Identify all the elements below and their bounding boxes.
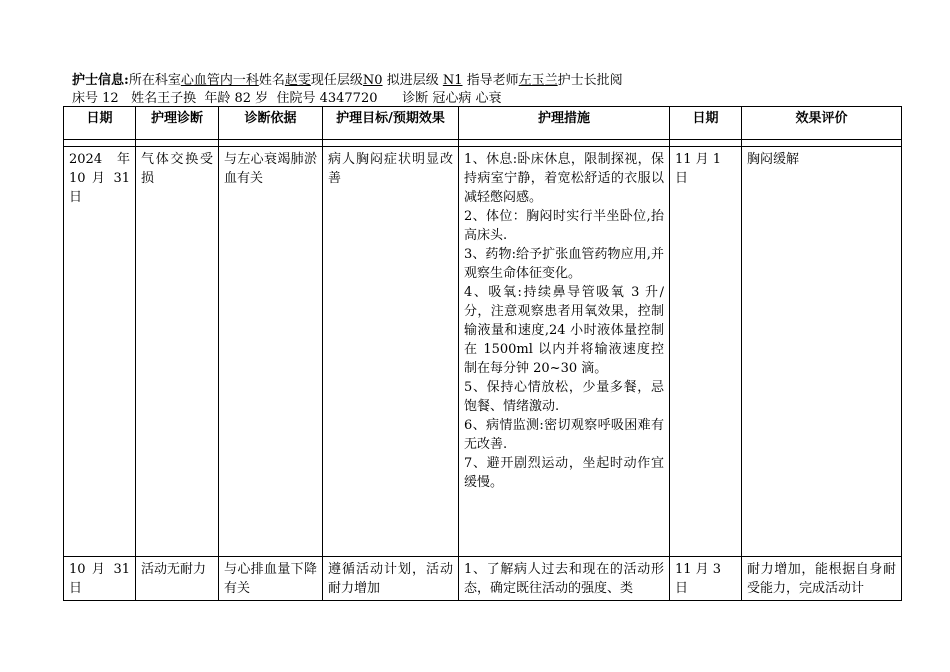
measure-item: 7、避开剧烈运动，坐起时动作宜缓慢。 — [464, 456, 664, 490]
header-measures: 护理措施 — [459, 107, 670, 140]
level-prefix: 现任层级 — [310, 73, 363, 88]
measure-item: 2、体位：胸闷时实行半坐卧位,抬高床头. — [464, 209, 664, 243]
measure-item: 6、病情监测:密切观察呼吸困难有无改善. — [464, 418, 664, 452]
row-basis: 与心排血量下降有关 — [219, 557, 323, 601]
nurse-name: 赵雯 — [284, 73, 311, 88]
target-level-prefix: 拟进层级 — [386, 73, 439, 88]
row-evaluation: 耐力增加，能根据自身耐受能力，完成活动计 — [742, 557, 902, 601]
table-header-row — [64, 107, 902, 140]
header-date: 日期 — [64, 107, 136, 140]
current-level: N0 — [362, 73, 383, 88]
header-diagnosis-basis: 诊断依据 — [219, 107, 323, 140]
row-basis: 与左心衰竭肺淤血有关 — [219, 147, 323, 557]
row-date: 2024 年 10 月 31 日 — [64, 147, 136, 557]
measure-item: 5、保持心情放松，少量多餐，忌饱餐、情绪激动. — [464, 380, 664, 414]
header-goal: 护理目标/预期效果 — [323, 107, 459, 140]
table-spacer-row — [64, 140, 902, 147]
measure-item: 4、吸氧:持续鼻导管吸氧 3 升/分，注意观察患者用氧效果，控制输液量和速度,24 小时液体量控制在 1500ml 以内并将输液速度控制在每分钟 20~30 滴。 — [464, 285, 664, 376]
diagnosis: 诊断 冠心病 心衰 — [402, 91, 502, 106]
nurse-info-line — [72, 73, 623, 89]
row-date: 10 月 31 日 — [64, 557, 136, 601]
measure-item: 3、药物:给予扩张血管药物应用,并观察生命体征变化。 — [464, 247, 664, 281]
dept-prefix: 所在科室 — [128, 73, 181, 88]
reviewer-label: 护士长批阅 — [557, 73, 623, 88]
measure-item: 1、了解病人过去和现在的活动形态，确定既往活动的强度、类 — [464, 562, 664, 596]
row-evaluation: 胸闷缓解 — [742, 147, 902, 557]
mentor-prefix: 指导老师 — [466, 73, 519, 88]
patient-name: 姓名王子换 — [131, 91, 197, 106]
admission-number: 住院号 4347720 — [276, 91, 378, 106]
header-evaluation: 效果评价 — [742, 107, 902, 140]
care-plan-table — [63, 106, 902, 601]
row-eval-date: 11 月 3 日 — [670, 557, 742, 601]
row-diagnosis: 活动无耐力 — [136, 557, 219, 601]
row-eval-date: 11 月 1 日 — [670, 147, 742, 557]
patient-info-line — [72, 91, 502, 107]
row-measures — [459, 147, 670, 557]
bed-number: 床号 12 — [72, 91, 119, 106]
measure-item: 1、休息:卧床休息，限制探视，保持病室宁静，着宽松舒适的衣服以减轻憋闷感。 — [464, 152, 664, 205]
row-measures — [459, 557, 670, 601]
patient-age: 年龄 82 岁 — [204, 91, 269, 106]
mentor-name: 左玉兰 — [518, 73, 558, 88]
name-prefix: 姓名 — [258, 73, 285, 88]
target-level: N1 — [442, 73, 463, 88]
row-goal: 遵循活动计划，活动耐力增加 — [323, 557, 459, 601]
row-diagnosis: 气体交换受损 — [136, 147, 219, 557]
table-row — [64, 557, 902, 601]
table-row — [64, 147, 902, 557]
row-goal: 病人胸闷症状明显改善 — [323, 147, 459, 557]
nurse-info-label: 护士信息: — [72, 73, 129, 88]
header-nursing-diagnosis: 护理诊断 — [136, 107, 219, 140]
header-eval-date: 日期 — [670, 107, 742, 140]
dept-value: 心血管内一科 — [180, 73, 259, 88]
